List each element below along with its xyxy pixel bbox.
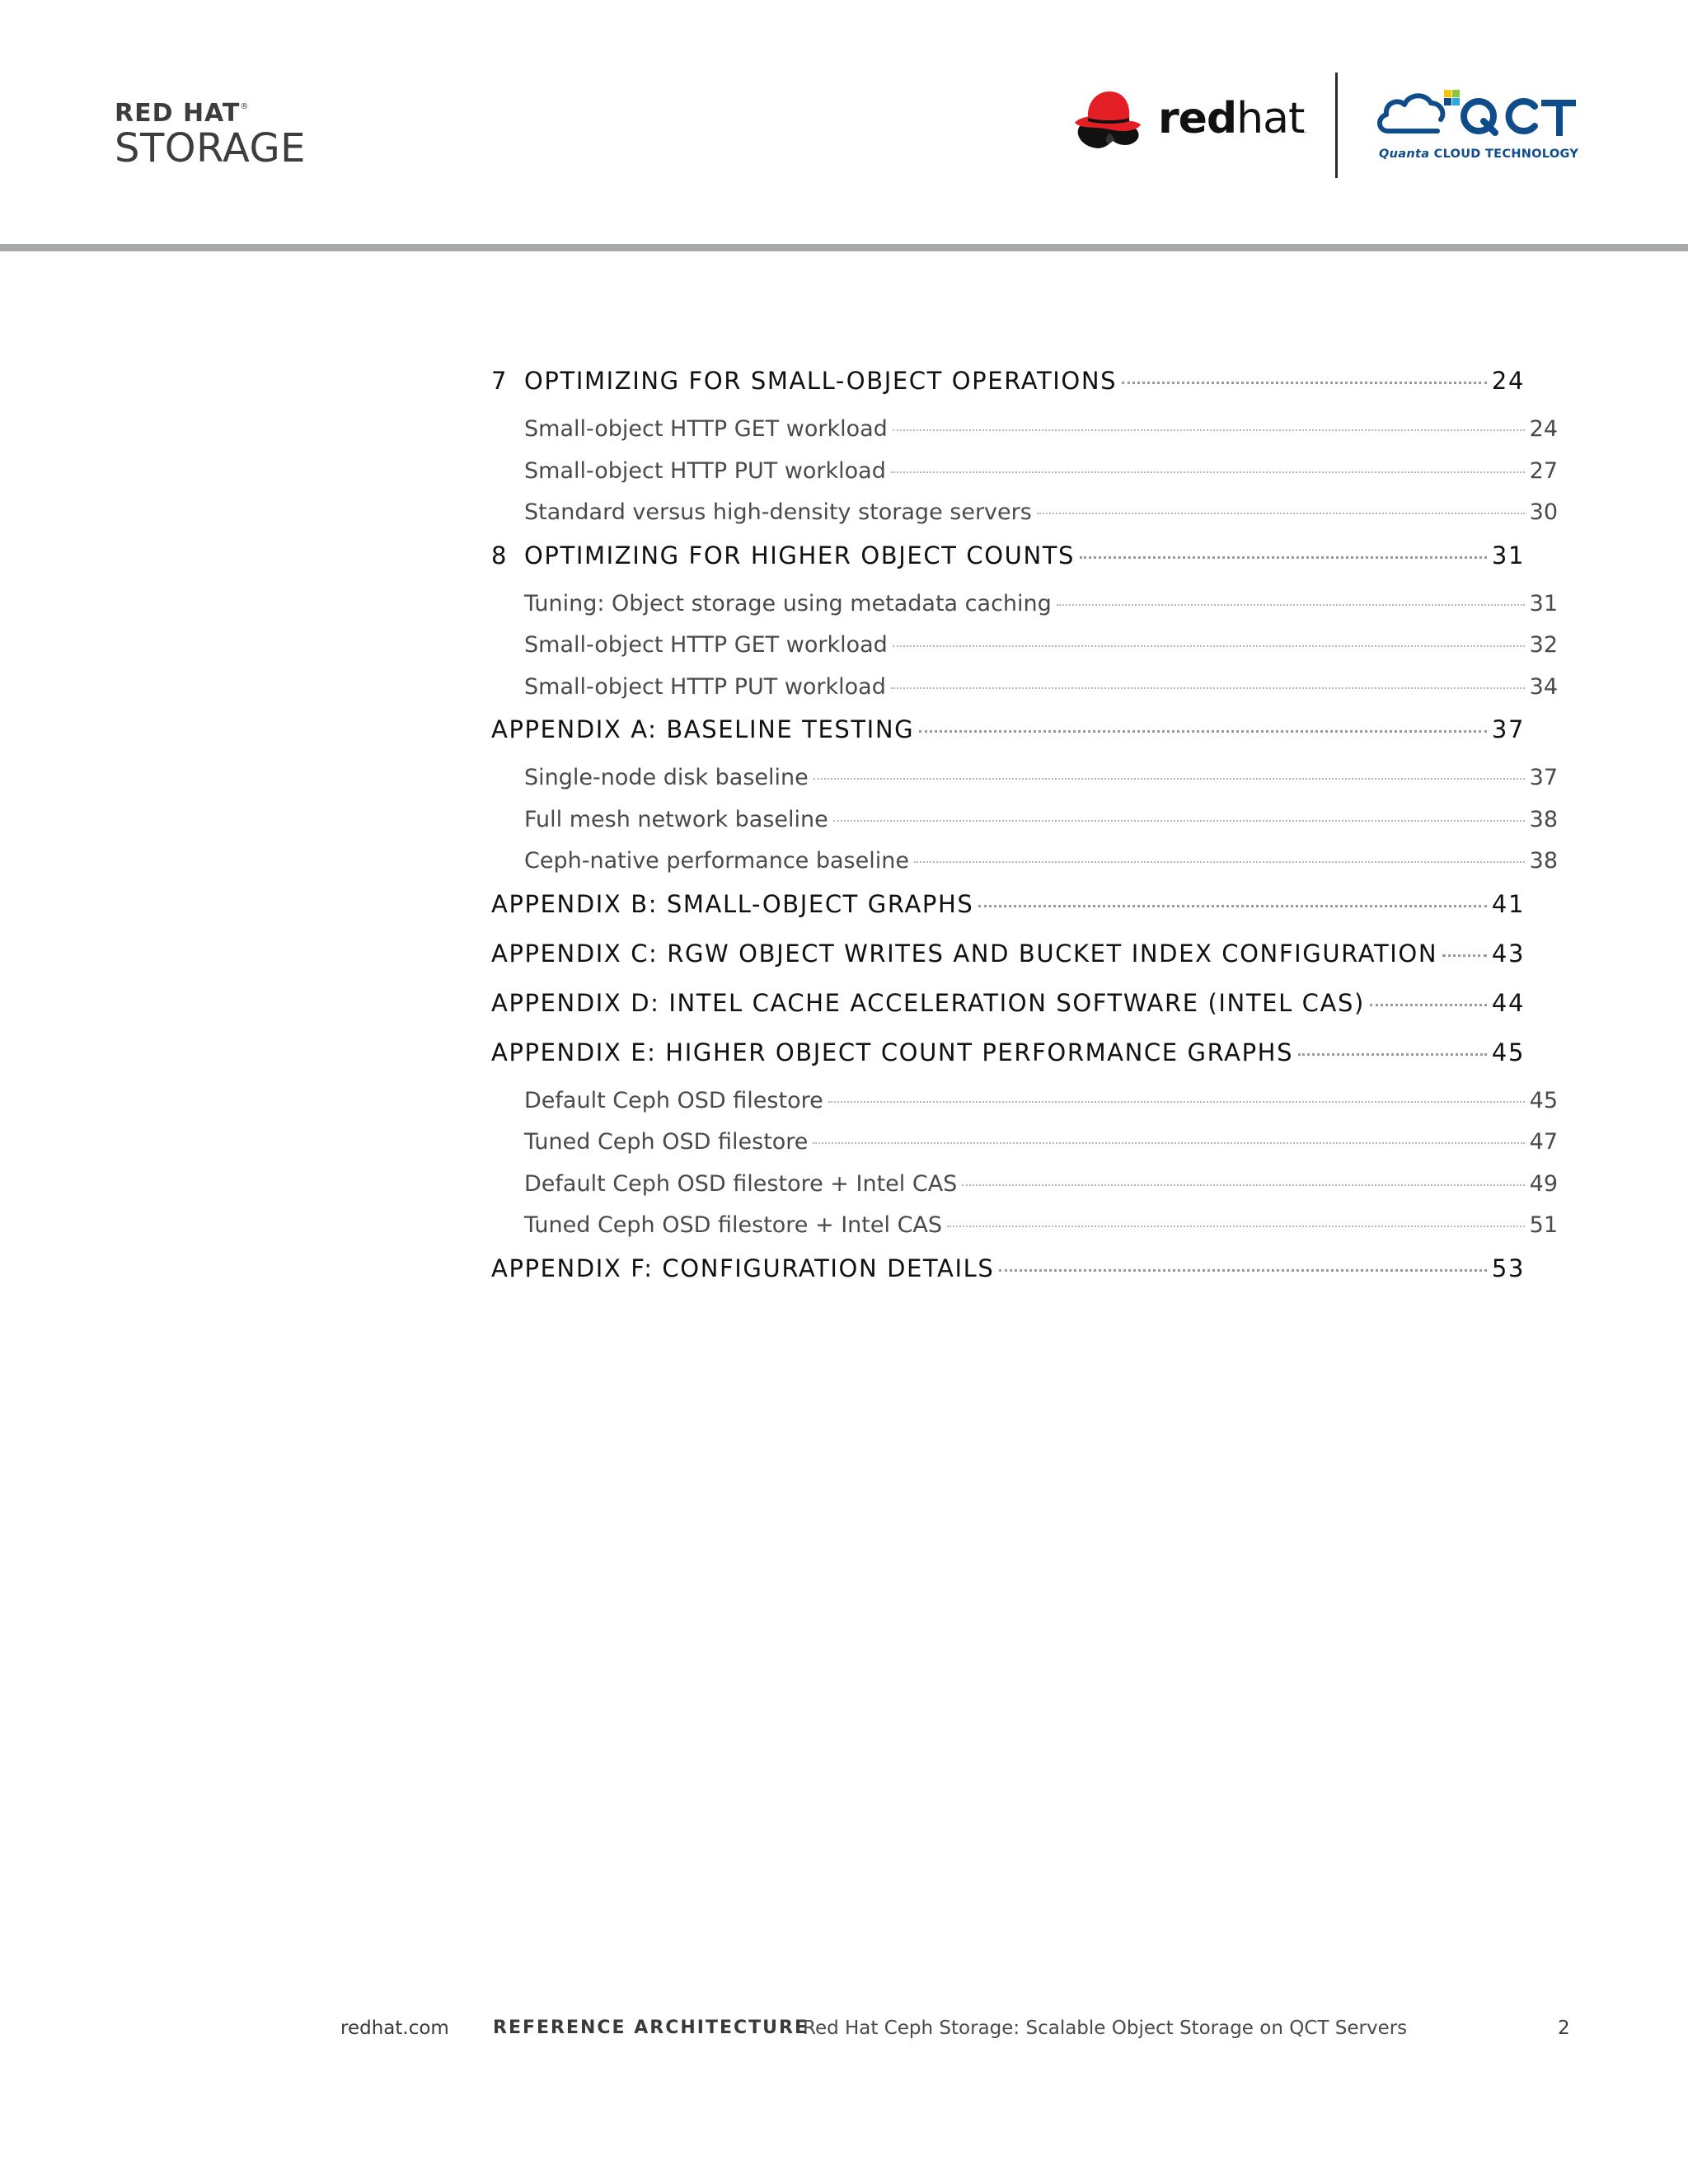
- toc-subsection-entry[interactable]: [491, 591, 1558, 633]
- toc-entry-title: Small-object HTTP GET workload: [524, 632, 888, 658]
- toc-subsection-entry[interactable]: [491, 848, 1558, 890]
- toc-dot-leader: [1057, 604, 1525, 606]
- toc-page-number: 37: [1491, 715, 1525, 743]
- toc-page-number: 45: [1529, 1087, 1558, 1113]
- qct-tagline-rest: CLOUD TECHNOLOGY: [1429, 148, 1579, 161]
- toc-page-number: 24: [1491, 367, 1525, 395]
- toc-page-number: 43: [1491, 939, 1525, 968]
- toc-dot-leader: [828, 1101, 1525, 1103]
- toc-page-number: 27: [1529, 457, 1558, 484]
- toc-dot-leader: [893, 429, 1525, 431]
- toc-dot-leader: [914, 861, 1525, 863]
- toc-entry-title: Default Ceph OSD filestore: [524, 1087, 823, 1113]
- toc-section-entry[interactable]: [491, 715, 1525, 765]
- toc-section-entry[interactable]: [491, 940, 1525, 989]
- toc-subsection-entry[interactable]: [491, 458, 1558, 500]
- footer-page-number: 2: [1558, 2018, 1570, 2039]
- toc-page-number: 24: [1529, 416, 1558, 442]
- toc-dot-leader: [813, 1142, 1524, 1144]
- toc-dot-leader: [1298, 1053, 1487, 1056]
- toc-entry-title: Ceph-native performance baseline: [524, 848, 909, 874]
- toc-entry-title: OPTIMIZING FOR HIGHER OBJECT COUNTS: [524, 541, 1076, 569]
- brand-bottom-label: STORAGE: [115, 125, 306, 171]
- toc-page-number: 38: [1529, 848, 1558, 874]
- redhat-wordmark-light: hat: [1236, 94, 1305, 143]
- toc-entry-title: Full mesh network baseline: [524, 806, 828, 832]
- redhat-shadowman-icon: [1071, 87, 1144, 152]
- toc-section-entry[interactable]: [491, 541, 1525, 591]
- qct-trademark: TM: [1563, 99, 1573, 107]
- red-hat-storage-brand: [115, 99, 306, 171]
- toc-dot-leader: [1080, 556, 1487, 559]
- redhat-wordmark-bold: red: [1158, 94, 1237, 143]
- toc-dot-leader: [947, 1226, 1525, 1227]
- toc-entry-title: APPENDIX C: RGW OBJECT WRITES AND BUCKET INDEX CONFIGURATION: [491, 939, 1438, 968]
- toc-dot-leader: [999, 1269, 1487, 1272]
- toc-page-number: 45: [1491, 1038, 1525, 1066]
- toc-entry-title: OPTIMIZING FOR SMALL-OBJECT OPERATIONS: [524, 367, 1118, 395]
- toc-dot-leader: [833, 820, 1525, 822]
- table-of-contents: [491, 367, 1558, 1304]
- footer-doc-title: Red Hat Ceph Storage: Scalable Object Storage on QCT Servers: [803, 2018, 1408, 2039]
- toc-entry-title: APPENDIX D: INTEL CACHE ACCELERATION SOFTWARE (INTEL CAS): [491, 988, 1365, 1017]
- qct-cloud-icon: [1376, 85, 1576, 136]
- toc-page-number: 49: [1529, 1170, 1558, 1197]
- qct-tagline: [1379, 148, 1578, 161]
- toc-section-entry[interactable]: [491, 1038, 1525, 1088]
- toc-page-number: 47: [1529, 1129, 1558, 1155]
- toc-subsection-entry[interactable]: [491, 499, 1558, 541]
- brand-registered-mark: ®: [240, 102, 250, 111]
- toc-page-number: 41: [1491, 889, 1525, 918]
- toc-entry-title: APPENDIX F: CONFIGURATION DETAILS: [491, 1254, 995, 1282]
- toc-dot-leader: [891, 471, 1525, 473]
- redhat-wordmark: [1158, 94, 1306, 143]
- toc-entry-title: APPENDIX A: BASELINE TESTING: [491, 715, 915, 743]
- toc-section-number: 7: [491, 367, 509, 395]
- toc-page-number: 34: [1529, 673, 1558, 700]
- header-rule: [0, 244, 1688, 251]
- toc-entry-title: Small-object HTTP PUT workload: [524, 673, 886, 700]
- footer-doc-type: REFERENCE ARCHITECTURE: [493, 2018, 809, 2038]
- toc-dot-leader: [891, 687, 1525, 689]
- brand-top-text: [115, 101, 306, 126]
- toc-page-number: 31: [1491, 541, 1525, 569]
- toc-subsection-entry[interactable]: [491, 1088, 1558, 1130]
- toc-entry-title: Tuning: Object storage using metadata caching: [524, 590, 1052, 616]
- toc-dot-leader: [919, 730, 1487, 733]
- toc-page-number: 38: [1529, 806, 1558, 832]
- toc-subsection-entry[interactable]: [491, 1212, 1558, 1254]
- toc-entry-title: Small-object HTTP PUT workload: [524, 457, 886, 484]
- toc-entry-title: APPENDIX E: HIGHER OBJECT COUNT PERFORMANCE GRAPHS: [491, 1038, 1294, 1066]
- qct-tagline-italic: Quanta: [1379, 148, 1430, 161]
- toc-subsection-entry[interactable]: [491, 1129, 1558, 1171]
- toc-page-number: 53: [1491, 1254, 1525, 1282]
- toc-section-entry[interactable]: [491, 367, 1525, 416]
- toc-entry-title: Tuned Ceph OSD filestore: [524, 1129, 809, 1155]
- toc-section-entry[interactable]: [491, 890, 1525, 940]
- toc-dot-leader: [814, 778, 1525, 780]
- footer-site-link[interactable]: redhat.com: [340, 2018, 449, 2039]
- toc-entry-title: Default Ceph OSD filestore + Intel CAS: [524, 1170, 958, 1197]
- toc-subsection-entry[interactable]: [491, 765, 1558, 807]
- redhat-wordmark-dot: .: [1304, 126, 1306, 135]
- toc-dot-leader: [893, 645, 1525, 647]
- toc-page-number: 44: [1491, 988, 1525, 1017]
- toc-entry-title: Single-node disk baseline: [524, 765, 809, 790]
- toc-page-number: 32: [1529, 632, 1558, 658]
- toc-dot-leader: [962, 1184, 1524, 1186]
- toc-dot-leader: [978, 905, 1486, 907]
- toc-subsection-entry[interactable]: [491, 674, 1558, 716]
- toc-page-number: 30: [1529, 499, 1558, 525]
- toc-entry-title: APPENDIX B: SMALL-OBJECT GRAPHS: [491, 889, 974, 918]
- toc-page-number: 37: [1529, 765, 1558, 790]
- toc-dot-leader: [1037, 513, 1525, 514]
- brand-top-label: RED HAT: [115, 99, 241, 128]
- toc-subsection-entry[interactable]: [491, 632, 1558, 674]
- toc-subsection-entry[interactable]: [491, 416, 1558, 458]
- toc-subsection-entry[interactable]: [491, 1171, 1558, 1213]
- toc-subsection-entry[interactable]: [491, 807, 1558, 849]
- toc-section-entry[interactable]: [491, 1254, 1525, 1304]
- toc-entry-title: Tuned Ceph OSD filestore + Intel CAS: [524, 1212, 943, 1238]
- toc-page-number: 31: [1529, 590, 1558, 616]
- toc-section-entry[interactable]: [491, 989, 1525, 1038]
- toc-dot-leader: [1370, 1004, 1487, 1006]
- toc-dot-leader: [1442, 954, 1487, 957]
- toc-section-number: 8: [491, 541, 509, 569]
- toc-dot-leader: [1122, 382, 1487, 384]
- toc-entry-title: Standard versus high-density storage servers: [524, 499, 1032, 525]
- toc-page-number: 51: [1529, 1212, 1558, 1238]
- logo-divider: [1335, 73, 1338, 178]
- toc-entry-title: Small-object HTTP GET workload: [524, 416, 888, 442]
